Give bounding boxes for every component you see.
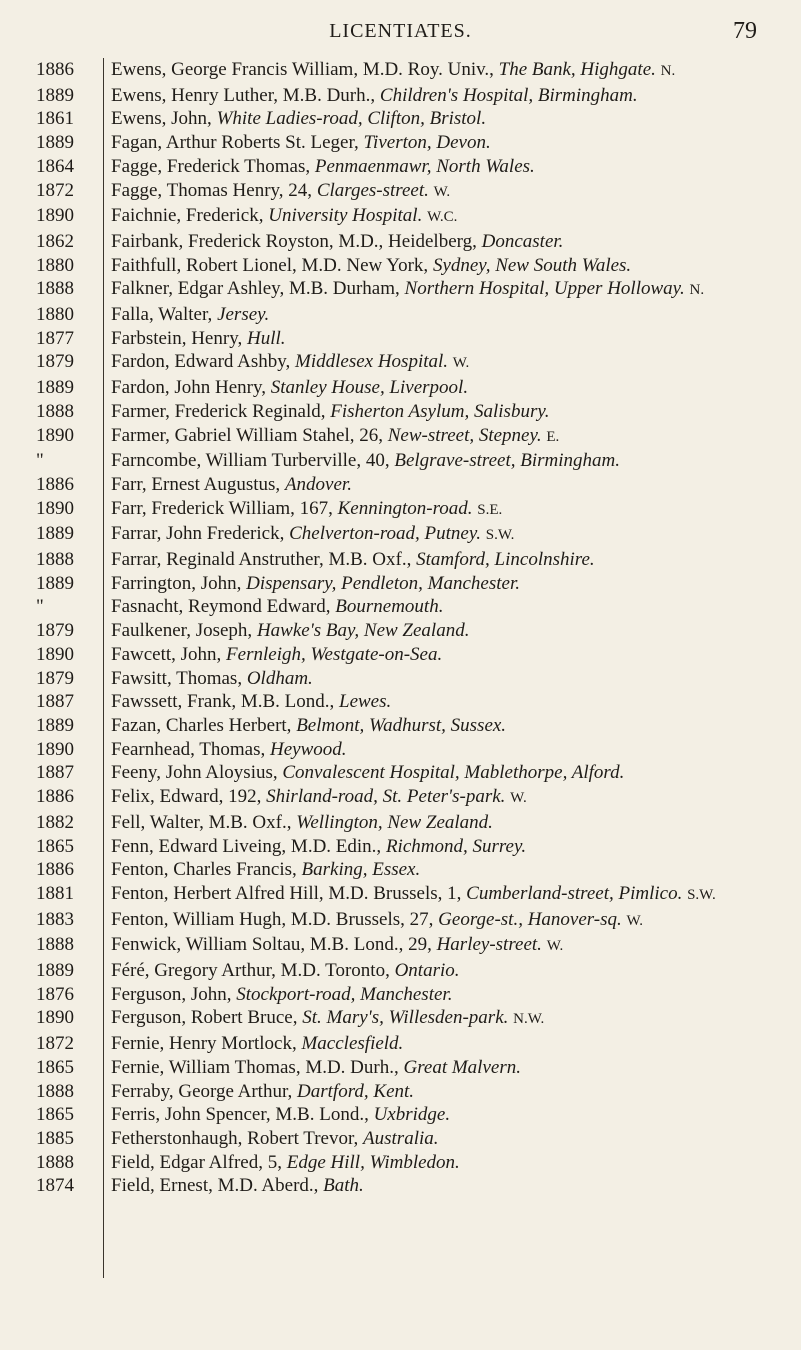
entry-year: 1889 [36,523,74,545]
entry-year: 1886 [36,473,74,495]
entry-text [111,84,791,108]
entry-address: Fisherton Asylum, Salisbury. [330,400,550,422]
entry-text [111,738,791,762]
list-item [0,983,801,1007]
entry-year: 1865 [36,1056,74,1078]
entry-district: S.E. [477,501,503,518]
list-item [0,933,801,959]
entry-name: Field, Ernest, M.D. Aberd., [111,1175,319,1197]
entry-address: Shirland-road, St. Peter's-park. [266,786,506,808]
entry-name: Fenton, William Hugh, M.D. Brussels, 27, [111,908,434,930]
list-item [0,1127,801,1151]
entry-address: Richmond, Surrey. [385,835,527,857]
list-item [0,497,801,523]
entry-name: Farr, Frederick William, 167, [111,497,333,519]
entry-year: 1880 [36,304,74,326]
entry-name: Fawssett, Frank, M.B. Lond., [111,691,335,713]
entry-year: 1890 [36,738,74,760]
entry-text [111,473,791,497]
entry-text [111,811,791,835]
entry-name: Faichnie, Frederick, [111,205,264,227]
entry-text [111,643,791,667]
list-item [0,230,801,254]
list-item [0,376,801,400]
entry-year: 1890 [36,205,74,227]
entry-name: Fazan, Charles Herbert, [111,714,292,736]
entry-name: Ewens, Henry Luther, M.B. Durh., [111,84,376,106]
list-item [0,761,801,785]
entry-district: S.W. [687,886,716,903]
entry-text [111,1151,791,1175]
list-item [0,179,801,205]
entry-year: " [36,596,44,618]
entry-text [111,1174,791,1198]
entry-district: W. [452,355,470,372]
entry-name: Fagge, Frederick Thomas, [111,155,311,177]
entry-name: Farr, Ernest Augustus, [111,473,281,495]
page-header [0,20,801,50]
list-item [0,303,801,327]
entry-year: 1890 [36,1007,74,1029]
entry-year: 1889 [36,714,74,736]
entry-text [111,667,791,691]
entry-year: 1864 [36,155,74,177]
entry-name: Fearnhead, Thomas, [111,738,266,760]
entry-year: 1886 [36,59,74,80]
entry-address: Dartford, Kent. [297,1080,415,1102]
list-item [0,572,801,596]
entry-year: 1885 [36,1127,74,1149]
entry-text [111,350,791,376]
entry-name: Fernie, William Thomas, M.D. Durh., [111,1056,399,1078]
entry-name: Fell, Walter, M.B. Oxf., [111,811,292,833]
entry-text [111,858,791,882]
list-item [0,155,801,179]
entry-address: Andover. [284,473,352,495]
page-number: 79 [733,18,757,44]
entry-name: Farrington, John, [111,572,242,594]
entry-name: Fagge, Thomas Henry, 24, [111,179,313,201]
entry-name: Ferris, John Spencer, M.B. Lond., [111,1104,369,1126]
list-item [0,107,801,131]
entry-name: Farncombe, William Turberville, 40, [111,450,390,472]
entry-name: Ferraby, George Arthur, [111,1080,293,1102]
entry-address: Great Malvern. [403,1056,521,1078]
entry-text [111,1006,791,1032]
entry-name: Fagan, Arthur Roberts St. Leger, [111,132,359,154]
entry-text [111,155,791,179]
list-item [0,667,801,691]
entry-year: 1872 [36,179,74,201]
entry-address: Dispensary, Pendleton, Manchester. [246,572,520,594]
entry-address: Doncaster. [481,230,564,252]
entry-text [111,303,791,327]
entry-text [111,714,791,738]
entry-address: Belgrave-street, Birmingham. [394,450,621,472]
list-item [0,1103,801,1127]
list-item [0,350,801,376]
entry-year: 1889 [36,132,74,154]
list-item [0,473,801,497]
entry-address: Stamford, Lincolnshire. [416,549,595,571]
entry-text [111,449,791,473]
entry-name: Fenton, Herbert Alfred Hill, M.D. Brussels, 1, [111,882,462,904]
entry-text [111,882,791,908]
list-item [0,1151,801,1175]
entry-text [111,376,791,400]
entry-address: Stockport-road, Manchester. [236,983,453,1005]
entry-name: Farrar, John Frederick, [111,523,285,545]
list-item [0,449,801,473]
entry-name: Fenn, Edward Liveing, M.D. Edin., [111,835,382,857]
entry-year: 1890 [36,424,74,446]
entry-year: 1876 [36,983,74,1005]
entry-address: George-st., Hanover-sq. [438,908,622,930]
list-item [0,327,801,351]
entry-year: 1888 [36,549,74,571]
entry-name: Fasnacht, Reymond Edward, [111,596,331,618]
entry-name: Farrar, Reginald Anstruther, M.B. Oxf., [111,549,412,571]
entry-district: N.W. [513,1011,545,1028]
entry-address: Jersey. [217,304,270,326]
entry-name: Farmer, Frederick Reginald, [111,400,326,422]
list-item [0,1174,801,1198]
entry-text [111,1127,791,1151]
entry-text [111,277,791,303]
entry-district: W. [626,912,644,929]
entry-year: 1872 [36,1033,74,1055]
entry-name: Féré, Gregory Arthur, M.D. Toronto, [111,960,390,982]
entry-name: Farmer, Gabriel William Stahel, 26, [111,424,383,446]
entry-year: 1880 [36,254,74,276]
entry-name: Feeny, John Aloysius, [111,762,278,784]
entry-name: Ferguson, Robert Bruce, [111,1007,298,1029]
entry-year: 1888 [36,278,74,300]
list-item [0,548,801,572]
list-item [0,400,801,424]
entry-address: Hull. [246,327,286,349]
entry-year: 1890 [36,643,74,665]
entry-address: The Bank, Highgate. [498,59,656,80]
list-item [0,690,801,714]
entry-text [111,835,791,859]
entry-address: Convalescent Hospital, Mablethorpe, Alford. [282,762,625,784]
entry-address: Middlesex Hospital. [295,351,449,373]
entry-year: 1889 [36,572,74,594]
entry-district: W. [546,938,564,955]
list-item [0,811,801,835]
list-item [0,908,801,934]
entry-year: 1889 [36,960,74,982]
entry-name: Falla, Walter, [111,304,213,326]
entry-address: Hawke's Bay, New Zealand. [256,620,470,642]
list-item [0,1032,801,1056]
entry-address: Uxbridge. [373,1104,451,1126]
entry-address: Macclesfield. [301,1033,404,1055]
entry-year: 1887 [36,691,74,713]
list-item [0,959,801,983]
list-item [0,882,801,908]
list-item [0,1080,801,1104]
entry-name: Ewens, George Francis William, M.D. Roy. Univ., [111,59,494,80]
entry-district: W. [510,790,527,807]
entry-address: Tiverton, Devon. [363,132,491,154]
entry-year: 1888 [36,1080,74,1102]
entry-address: Stanley House, Liverpool. [270,377,469,399]
entry-address: Harley-street. [436,934,542,956]
entry-text [111,908,791,934]
list-item [0,835,801,859]
entry-year: 1865 [36,835,74,857]
entry-address: Sydney, New South Wales. [432,254,632,276]
entry-year: 1889 [36,377,74,399]
entry-year: 1889 [36,84,74,106]
entry-text [111,548,791,572]
entry-text [111,595,791,619]
list-item [0,1006,801,1032]
entry-year: 1862 [36,230,74,252]
entry-text [111,424,791,450]
entry-text [111,327,791,351]
entry-year: 1879 [36,667,74,689]
list-item [0,643,801,667]
entry-district: W. [433,183,451,200]
entry-address: Chelverton-road, Putney. [289,523,482,545]
entry-text [111,1103,791,1127]
entry-name: Fernie, Henry Mortlock, [111,1033,297,1055]
entry-year: 1888 [36,1151,74,1173]
entry-year: 1879 [36,351,74,373]
list-item [0,204,801,230]
entry-text [111,179,791,205]
entry-name: Falkner, Edgar Ashley, M.B. Durham, [111,278,400,300]
entry-text [111,959,791,983]
entry-name: Felix, Edward, 192, [111,786,262,808]
entry-text [111,230,791,254]
entry-name: Faithfull, Robert Lionel, M.D. New York, [111,254,429,276]
entry-text [111,522,791,548]
list-item [0,714,801,738]
entry-address: Belmont, Wadhurst, Sussex. [296,714,507,736]
list-item [0,277,801,303]
entry-district: N. [660,63,676,79]
entry-text [111,983,791,1007]
entry-text [111,131,791,155]
entry-address: Cumberland-street, Pimlico. [466,882,683,904]
entry-address: Barking, Essex. [301,859,421,881]
entry-text [111,619,791,643]
entry-text [111,572,791,596]
entry-address: Ontario. [394,960,460,982]
entry-year: 1883 [36,908,74,930]
entry-address: Fernleigh, Westgate-on-Sea. [226,643,443,665]
entry-name: Field, Edgar Alfred, 5, [111,1151,282,1173]
entry-text [111,204,791,230]
entry-name: Fawcett, John, [111,643,222,665]
entry-text [111,254,791,278]
entry-name: Ewens, John, [111,108,212,130]
entry-address: Heywood. [270,738,347,760]
entry-text [111,761,791,785]
entry-list [0,58,801,1198]
list-item [0,424,801,450]
entry-address: University Hospital. [268,205,423,227]
entry-address: Australia. [363,1127,439,1149]
entry-year: 1877 [36,327,74,349]
entry-address: New-street, Stepney. [387,424,542,446]
entry-name: Fawsitt, Thomas, [111,667,243,689]
entry-address: Children's Hospital, Birmingham. [379,84,638,106]
entry-address: Edge Hill, Wimbledon. [286,1151,460,1173]
list-item [0,522,801,548]
entry-address: Northern Hospital, Upper Holloway. [404,278,685,300]
entry-address: Penmaenmawr, North Wales. [314,155,535,177]
entry-text [111,690,791,714]
list-item [0,619,801,643]
entry-text [111,1080,791,1104]
list-item [0,785,801,811]
list-item [0,1056,801,1080]
entry-text [111,400,791,424]
entry-name: Fenton, Charles Francis, [111,859,297,881]
entry-address: Oldham. [246,667,313,689]
list-item [0,58,801,84]
entry-year: 1861 [36,108,74,130]
entry-year: 1865 [36,1104,74,1126]
entry-year: 1886 [36,786,74,808]
list-item [0,738,801,762]
entry-address: Wellington, New Zealand. [296,811,493,833]
entry-district: W.C. [427,209,458,226]
entry-year: 1879 [36,620,74,642]
entry-year: " [36,450,44,472]
entry-address: Bath. [323,1175,364,1197]
entry-name: Fardon, John Henry, [111,377,266,399]
entry-address: Lewes. [339,691,392,713]
entry-text [111,107,791,131]
list-item [0,84,801,108]
page-title: LICENTIATES. [329,20,472,42]
entry-name: Fardon, Edward Ashby, [111,351,291,373]
entry-year: 1886 [36,859,74,881]
entry-year: 1882 [36,811,74,833]
entry-district: E. [546,428,560,445]
entry-district: S.W. [485,527,515,544]
entry-text [111,1032,791,1056]
entry-name: Fenwick, William Soltau, M.B. Lond., 29, [111,934,432,956]
list-item [0,858,801,882]
entry-text [111,785,791,811]
entry-district: N. [689,282,705,299]
entry-year: 1874 [36,1175,74,1197]
list-item [0,131,801,155]
entry-address: Clarges-street. [316,179,429,201]
list-item [0,254,801,278]
list-item [0,595,801,619]
entry-text [111,933,791,959]
entry-year: 1887 [36,762,74,784]
entry-address: St. Mary's, Willesden-park. [302,1007,509,1029]
entry-text [111,1056,791,1080]
entry-address: White Ladies-road, Clifton, Bristol. [216,108,487,130]
entry-year: 1888 [36,934,74,956]
entry-text [111,58,791,84]
entry-name: Fairbank, Frederick Royston, M.D., Heidelberg, [111,230,477,252]
entry-name: Fetherstonhaugh, Robert Trevor, [111,1127,359,1149]
entry-year: 1888 [36,400,74,422]
entry-address: Kennington-road. [337,497,473,519]
entry-name: Faulkener, Joseph, [111,620,253,642]
entry-name: Ferguson, John, [111,983,232,1005]
entry-year: 1890 [36,497,74,519]
entry-year: 1881 [36,882,74,904]
entry-text [111,497,791,523]
entry-address: Bournemouth. [335,596,444,618]
entry-name: Farbstein, Henry, [111,327,243,349]
